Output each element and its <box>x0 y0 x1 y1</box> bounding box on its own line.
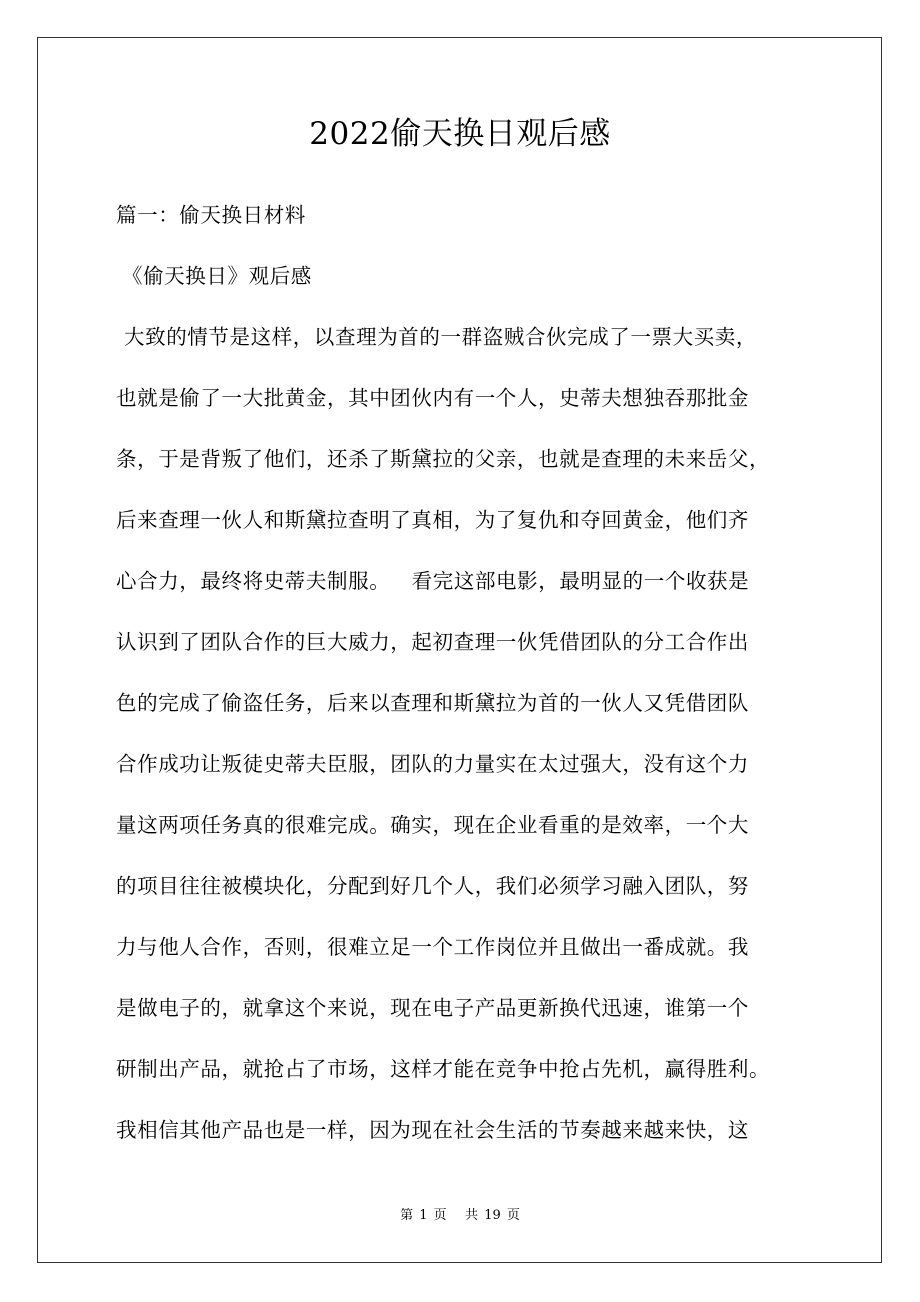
body-line: 大致的情节是这样，以查理为首的一群盗贼合伙完成了一票大买卖， <box>124 325 757 349</box>
document-title: 2022偷天换日观后感 <box>309 116 611 152</box>
body-line: 也就是偷了一大批黄金，其中团伙内有一个人，史蒂夫想独吞那批金 <box>116 386 749 410</box>
body-line: 研制出产品，就抢占了市场，这样才能在竞争中抢占先机，赢得胜利。 <box>116 1057 771 1081</box>
subsection-heading: 《偷天换日》观后感 <box>122 264 312 288</box>
body-line: 是做电子的，就拿这个来说，现在电子产品更新换代迅速，谁第一个 <box>116 996 749 1020</box>
body-line: 力与他人合作，否则，很难立足一个工作岗位并且做出一番成就。我 <box>116 935 749 959</box>
body-line: 合作成功让叛徒史蒂夫臣服，团队的力量实在太过强大，没有这个力 <box>116 752 749 776</box>
body-line: 心合力，最终将史蒂夫制服。 看完这部电影，最明显的一个收获是 <box>116 569 750 593</box>
section-heading: 篇一：偷天换日材料 <box>116 203 306 227</box>
body-line: 量这两项任务真的很难完成。确实，现在企业看重的是效率，一个大 <box>116 813 749 837</box>
body-line: 的项目往往被模块化，分配到好几个人，我们必须学习融入团队，努 <box>116 874 749 898</box>
body-line: 色的完成了偷盗任务，后来以查理和斯黛拉为首的一伙人又凭借团队 <box>116 691 749 715</box>
body-line: 后来查理一伙人和斯黛拉查明了真相，为了复仇和夺回黄金，他们齐 <box>116 508 749 532</box>
body-line: 我相信其他产品也是一样，因为现在社会生活的节奏越来越来快，这 <box>116 1118 749 1142</box>
body-line: 认识到了团队合作的巨大威力，起初查理一伙凭借团队的分工合作出 <box>116 630 749 654</box>
body-line: 条，于是背叛了他们，还杀了斯黛拉的父亲，也就是查理的未来岳父， <box>116 447 771 471</box>
page-number: 第 1 页 共 19 页 <box>400 1208 520 1223</box>
